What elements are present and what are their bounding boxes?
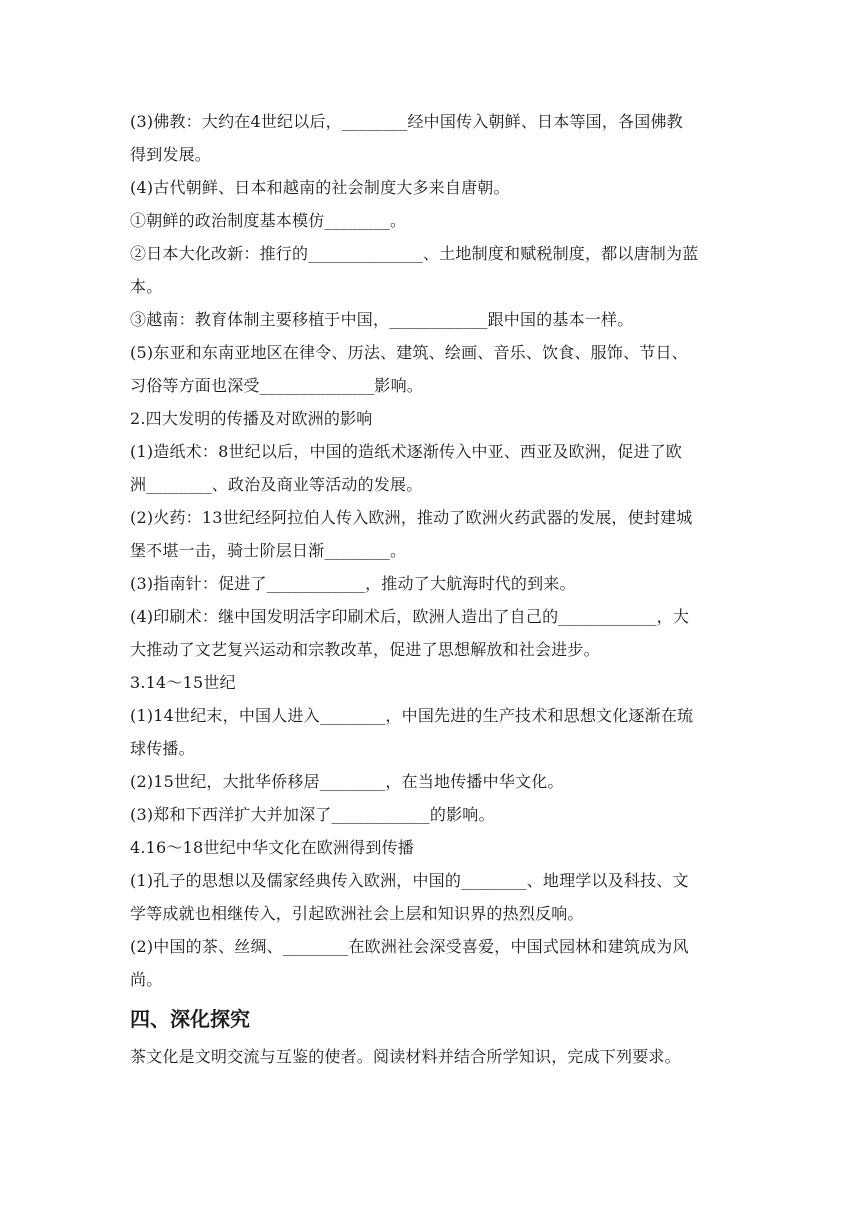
text-line-22: (3)郑和下西洋扩大并加深了____________的影响。 xyxy=(130,805,495,824)
text-line-10: 2.四大发明的传播及对欧洲的影响 xyxy=(130,409,373,428)
text-line-13: (2)火药：13世纪经阿拉伯人传入欧洲，推动了欧洲火药武器的发展，使封建城 xyxy=(130,508,693,527)
text-line-21: (2)15世纪，大批华侨移居________，在当地传播中华文化。 xyxy=(130,772,564,791)
text-line-9: 习俗等方面也深受______________影响。 xyxy=(130,376,424,395)
text-line-14: 堡不堪一击，骑士阶层日渐________。 xyxy=(130,541,407,560)
text-line-6: 本。 xyxy=(130,277,163,296)
text-line-12: 洲________、政治及商业等活动的发展。 xyxy=(130,475,423,494)
text-line-7: ③越南：教育体制主要移植于中国，____________跟中国的基本一样。 xyxy=(130,310,634,329)
text-line-18: 3.14～15世纪 xyxy=(130,673,236,692)
document-page xyxy=(130,105,730,1073)
text-line-11: (1)造纸术：8世纪以后，中国的造纸术逐渐传入中亚、西亚及欧洲，促进了欧 xyxy=(130,442,683,461)
text-line-27: 尚。 xyxy=(130,970,163,989)
text-line-5: ②日本大化改新：推行的______________、土地制度和赋税制度，都以唐制为蓝 xyxy=(130,244,699,263)
text-line-25: 学等成就也相继传入，引起欧洲社会上层和知识界的热烈反响。 xyxy=(130,904,584,923)
text-line-24: (1)孔子的思想以及儒家经典传入欧洲，中国的________、地理学以及科技、文 xyxy=(130,871,689,890)
text-line-20: 球传播。 xyxy=(130,739,195,758)
text-line-26: (2)中国的茶、丝绸、________在欧洲社会深受喜爱，中国式园林和建筑成为风 xyxy=(130,937,689,956)
closing-line: 茶文化是文明交流与互鉴的使者。阅读材料并结合所学知识，完成下列要求。 xyxy=(130,1047,681,1066)
text-line-4: ①朝鲜的政治制度基本模仿________。 xyxy=(130,211,407,230)
text-line-1: (3)佛教：大约在4世纪以后，________经中国传入朝鲜、日本等国，各国佛教 xyxy=(130,112,683,131)
text-line-23: 4.16～18世纪中华文化在欧洲得到传播 xyxy=(130,838,414,857)
text-line-8: (5)东亚和东南亚地区在律令、历法、建筑、绘画、音乐、饮食、服饰、节日、 xyxy=(130,343,688,362)
text-line-15: (3)指南针：促进了____________，推动了大航海时代的到来。 xyxy=(130,574,576,593)
text-line-17: 大推动了文艺复兴运动和宗教改革，促进了思想解放和社会进步。 xyxy=(130,640,600,659)
text-line-2: 得到发展。 xyxy=(130,145,212,164)
section-heading: 四、深化探究 xyxy=(130,1007,250,1031)
text-line-19: (1)14世纪末，中国人进入________，中国先进的生产技术和思想文化逐渐在琉 xyxy=(130,706,694,725)
text-line-16: (4)印刷术：继中国发明活字印刷术后，欧洲人造出了自己的____________，大 xyxy=(130,607,690,626)
text-line-3: (4)古代朝鲜、日本和越南的社会制度大多来自唐朝。 xyxy=(130,178,510,197)
